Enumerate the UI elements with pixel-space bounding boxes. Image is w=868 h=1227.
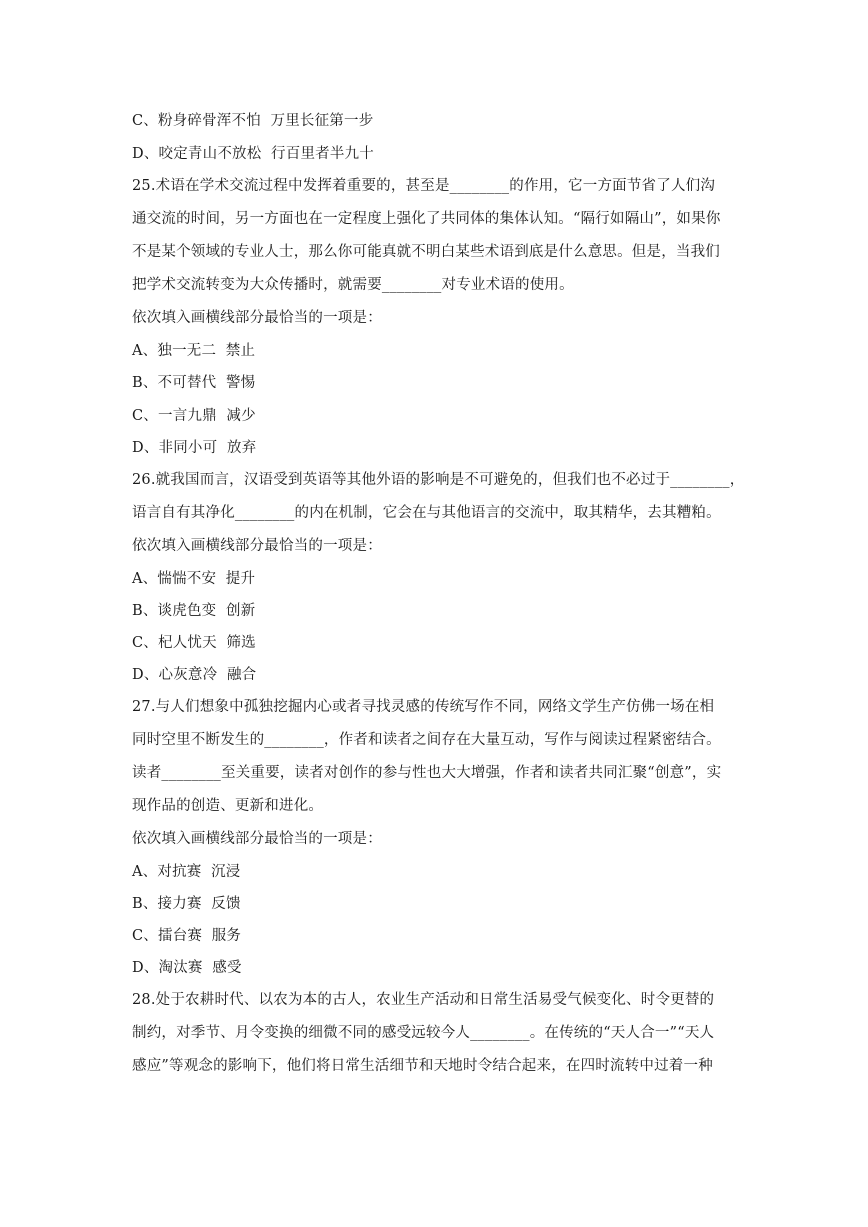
q25-option-a: A、独一无二 禁止 <box>132 343 256 359</box>
q27-option-d: D、淘汰赛 感受 <box>132 960 242 976</box>
q28-text-line-3: 感应”等观念的影响下，他们将日常生活细节和天地时令结合起来，在四时流转中过着一种 <box>132 1058 713 1074</box>
q26-option-d: D、心灰意冷 融合 <box>132 667 257 683</box>
q26-instruction: 依次填入画横线部分最恰当的一项是： <box>132 538 382 554</box>
q26-text-line-1: 26.就我国而言，汉语受到英语等其他外语的影响是不可避免的，但我们也不必过于________， <box>132 472 745 488</box>
q27-text-line-3: 读者________至关重要，读者对创作的参与性也大大增强，作者和读者共同汇聚“创意”，实 <box>132 765 722 781</box>
q26-option-c: C、杞人忧天 筛选 <box>132 635 256 651</box>
q27-text-line-2: 同时空里不断发生的________，作者和读者之间存在大量互动，写作与阅读过程紧密结合。 <box>132 732 721 748</box>
q28-text-line-1: 28.处于农耕时代、以农为本的古人，农业生产活动和日常生活易受气候变化、时令更替的 <box>132 992 715 1008</box>
q25-option-c: C、一言九鼎 减少 <box>132 408 256 424</box>
q27-option-b: B、接力赛 反馈 <box>132 896 241 912</box>
q27-instruction: 依次填入画横线部分最恰当的一项是： <box>132 831 382 847</box>
q25-instruction: 依次填入画横线部分最恰当的一项是： <box>132 310 382 326</box>
q25-text-line-2: 通交流的时间，另一方面也在一定程度上强化了共同体的集体认知。“隔行如隔山”，如果你 <box>132 211 721 227</box>
q25-option-b: B、不可替代 警惕 <box>132 375 256 391</box>
q26-option-b: B、谈虎色变 创新 <box>132 603 256 619</box>
q25-text-line-1: 25.术语在学术交流过程中发挥着重要的，甚至是________的作用，它一方面节省了人们沟 <box>132 178 716 194</box>
q28-text-line-2: 制约，对季节、月令变换的细微不同的感受远较今人________。在传统的“天人合一”“天人 <box>132 1025 715 1041</box>
q25-text-line-4: 把学术交流转变为大众传播时，就需要________对专业术语的使用。 <box>132 277 574 293</box>
q26-text-line-2: 语言自有其净化________的内在机制，它会在与其他语言的交流中，取其精华，去其糟粕。 <box>132 505 721 521</box>
option-d-q24: D、咬定青山不放松 行百里者半九十 <box>132 146 374 162</box>
q25-option-d: D、非同小可 放弃 <box>132 440 257 456</box>
q25-text-line-3: 不是某个领域的专业人士，那么你可能真就不明白某些术语到底是什么意思。但是，当我们 <box>132 244 720 260</box>
option-c-q24: C、粉身碎骨浑不怕 万里长征第一步 <box>132 113 374 129</box>
q27-option-c: C、擂台赛 服务 <box>132 928 242 944</box>
q27-text-line-4: 现作品的创造、更新和进化。 <box>132 798 324 814</box>
q27-option-a: A、对抗赛 沉浸 <box>132 864 241 880</box>
q26-option-a: A、惴惴不安 提升 <box>132 571 256 587</box>
q27-text-line-1: 27.与人们想象中孤独挖掘内心或者寻找灵感的传统写作不同，网络文学生产仿佛一场在相 <box>132 699 715 715</box>
